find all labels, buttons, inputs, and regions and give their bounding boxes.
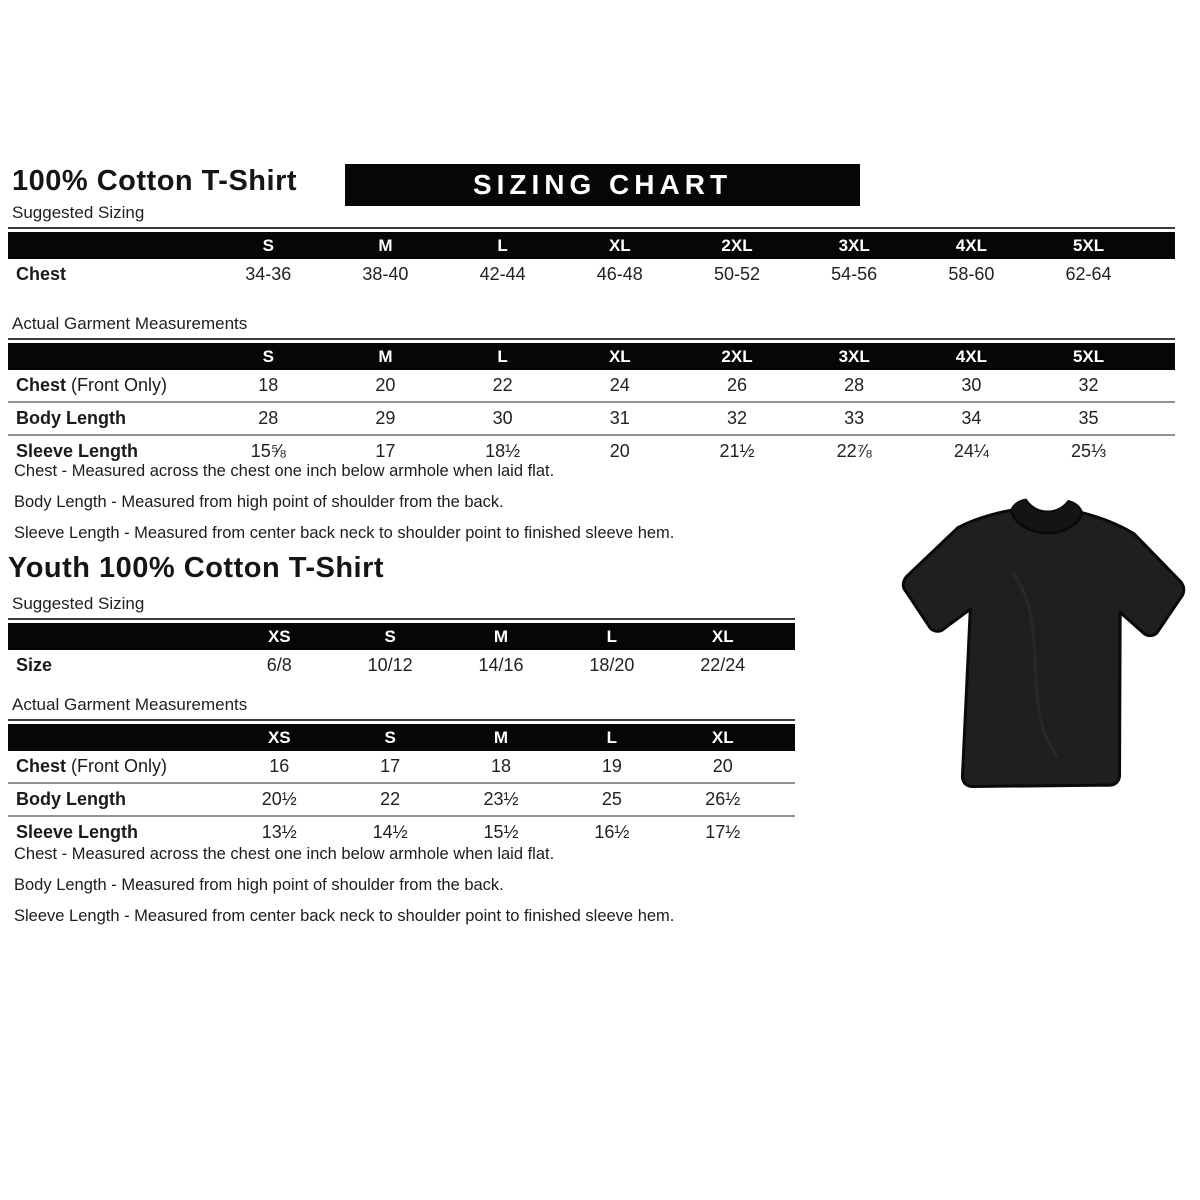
youth-garment-table — [8, 724, 795, 848]
col-header-2xl: 2XL — [721, 235, 753, 255]
table-cell: 23½ — [483, 789, 519, 809]
table-cell: 34-36 — [245, 264, 292, 284]
table-row-chest — [8, 751, 795, 782]
row-label-text: Size — [16, 655, 53, 675]
youth-suggested-table — [8, 623, 795, 681]
row-label — [8, 375, 210, 396]
adult-garment-header-row — [8, 343, 1175, 370]
col-header-s: S — [262, 346, 274, 366]
sizing-chart-banner-label: SIZING CHART — [472, 169, 733, 200]
adult-suggested-label: Suggested Sizing — [8, 203, 1175, 229]
note-body: Body Length - Measured from high point of shoulder from the back. — [14, 493, 504, 511]
table-cell: 20 — [712, 756, 733, 776]
table-cell: 31 — [609, 408, 630, 428]
tshirt-image — [888, 483, 1194, 807]
table-cell: 22⅞ — [836, 441, 872, 461]
table-cell: 17½ — [705, 822, 741, 842]
row-label-text: Chest — [16, 756, 67, 776]
table-cell: 22 — [492, 375, 513, 395]
table-cell: 22 — [380, 789, 401, 809]
row-label — [8, 756, 224, 777]
table-cell: 18/20 — [589, 655, 635, 675]
row-label-text: Chest — [16, 264, 67, 284]
col-header-s: S — [262, 235, 274, 255]
table-cell: 14½ — [372, 822, 408, 842]
row-label — [8, 655, 224, 676]
row-label-text: Sleeve Length — [16, 822, 139, 842]
tshirt-graphic — [888, 483, 1194, 807]
table-cell: 15½ — [483, 822, 519, 842]
row-label-text: Body Length — [16, 789, 126, 809]
col-header-s: S — [384, 727, 396, 747]
col-header-xl: XL — [711, 727, 734, 747]
table-cell: 14/16 — [478, 655, 524, 675]
youth-garment-header-row — [8, 724, 795, 751]
row-label-suffix: (Front Only) — [71, 756, 168, 776]
table-cell: 13½ — [261, 822, 297, 842]
row-label-text: Body Length — [16, 408, 126, 428]
row-label-text: Sleeve Length — [16, 441, 139, 461]
col-header-l: L — [497, 346, 508, 366]
table-cell: 28 — [844, 375, 865, 395]
table-cell: 38-40 — [362, 264, 409, 284]
table-cell: 20 — [375, 375, 396, 395]
table-cell: 35 — [1078, 408, 1099, 428]
row-label — [8, 789, 224, 810]
table-cell: 17 — [380, 756, 401, 776]
table-cell: 21½ — [719, 441, 755, 461]
table-cell: 46-48 — [596, 264, 643, 284]
adult-suggested-header-row — [8, 232, 1175, 259]
row-label — [8, 264, 210, 285]
table-row — [8, 259, 1175, 290]
table-cell: 18 — [490, 756, 512, 776]
col-header-l: L — [606, 626, 618, 646]
table-cell: 10/12 — [367, 655, 413, 675]
col-header-5xl: 5XL — [1072, 346, 1105, 366]
table-cell: 18 — [258, 375, 279, 395]
table-cell: 15⅝ — [250, 441, 286, 461]
col-header-l: L — [497, 235, 508, 255]
table-cell: 22/24 — [700, 655, 746, 675]
row-label — [8, 441, 210, 462]
adult-suggested-table — [8, 232, 1175, 290]
col-header-5xl: 5XL — [1072, 235, 1105, 255]
table-cell: 20½ — [261, 789, 297, 809]
col-header-3xl: 3XL — [838, 235, 870, 255]
table-cell: 26 — [726, 375, 748, 395]
tshirt-body — [896, 507, 1186, 794]
col-header-xs: XS — [267, 727, 291, 747]
youth-garment-section — [8, 695, 795, 848]
table-cell: 18½ — [485, 441, 521, 461]
col-header-3xl: 3XL — [838, 346, 870, 366]
table-cell: 16 — [269, 756, 290, 776]
adult-suggested-section — [8, 203, 1175, 290]
col-header-m: M — [493, 626, 509, 646]
row-label-text: Chest — [16, 375, 67, 395]
note-chest: Chest - Measured across the chest one inch below armhole when laid flat. — [14, 845, 555, 863]
table-cell: 30 — [492, 408, 513, 428]
table-row-body-length — [8, 782, 795, 815]
col-header-m: M — [378, 235, 393, 255]
youth-measurement-notes — [14, 845, 674, 938]
table-cell: 28 — [258, 408, 279, 428]
table-row-sleeve-length — [8, 815, 795, 848]
table-cell: 32 — [726, 408, 748, 428]
youth-suggested-header-row — [8, 623, 795, 650]
adult-garment-table — [8, 343, 1175, 467]
table-cell: 54-56 — [831, 264, 878, 284]
table-cell: 20 — [609, 441, 630, 461]
adult-garment-section — [8, 314, 1175, 467]
note-chest: Chest - Measured across the chest one inch below armhole when laid flat. — [14, 462, 555, 480]
table-cell: 42-44 — [479, 264, 526, 284]
col-header-m: M — [378, 346, 393, 366]
table-cell: 17 — [375, 441, 396, 461]
note-sleeve: Sleeve Length - Measured from center back neck to shoulder point to finished sleeve hem. — [14, 907, 675, 925]
note-body: Body Length - Measured from high point of shoulder from the back. — [14, 876, 504, 894]
col-header-4xl: 4XL — [955, 346, 987, 366]
adult-measurement-notes — [14, 462, 674, 555]
table-cell: 16½ — [594, 822, 630, 842]
youth-suggested-section — [8, 594, 795, 681]
adult-garment-label: Actual Garment Measurements — [8, 314, 1175, 340]
youth-garment-label: Actual Garment Measurements — [8, 695, 795, 721]
row-label — [8, 822, 224, 843]
table-cell: 24 — [609, 375, 630, 395]
table-cell: 62-64 — [1065, 264, 1112, 284]
sizing-chart-banner — [345, 164, 860, 206]
youth-suggested-label: Suggested Sizing — [8, 594, 795, 620]
table-cell: 34 — [961, 408, 982, 428]
col-header-m: M — [493, 727, 509, 747]
youth-title: Youth 100% Cotton T-Shirt — [8, 552, 385, 584]
table-cell: 29 — [375, 408, 396, 428]
row-label — [8, 408, 210, 429]
table-row-body-length — [8, 401, 1175, 434]
col-header-xl: XL — [608, 235, 631, 255]
table-cell: 58-60 — [948, 264, 995, 284]
col-header-xl: XL — [711, 626, 734, 646]
note-sleeve: Sleeve Length - Measured from center back neck to shoulder point to finished sleeve hem. — [14, 524, 675, 542]
table-row-chest — [8, 370, 1175, 401]
table-cell: 33 — [844, 408, 865, 428]
table-cell: 6/8 — [266, 655, 292, 675]
row-label-suffix: (Front Only) — [71, 375, 168, 395]
table-cell: 32 — [1078, 375, 1099, 395]
col-header-xl: XL — [608, 346, 631, 366]
table-cell: 50-52 — [713, 264, 761, 284]
table-cell: 24¼ — [953, 441, 989, 461]
table-cell: 25 — [601, 789, 622, 809]
table-cell: 26½ — [705, 789, 741, 809]
table-cell: 19 — [601, 756, 622, 776]
col-header-2xl: 2XL — [721, 346, 753, 366]
page-title: 100% Cotton T-Shirt — [12, 165, 298, 197]
table-row-size — [8, 650, 795, 681]
table-cell: 25⅓ — [1071, 441, 1107, 461]
col-header-xs: XS — [267, 626, 291, 646]
col-header-s: S — [384, 626, 396, 646]
col-header-l: L — [606, 727, 618, 747]
col-header-4xl: 4XL — [955, 235, 987, 255]
table-cell: 30 — [961, 375, 982, 395]
